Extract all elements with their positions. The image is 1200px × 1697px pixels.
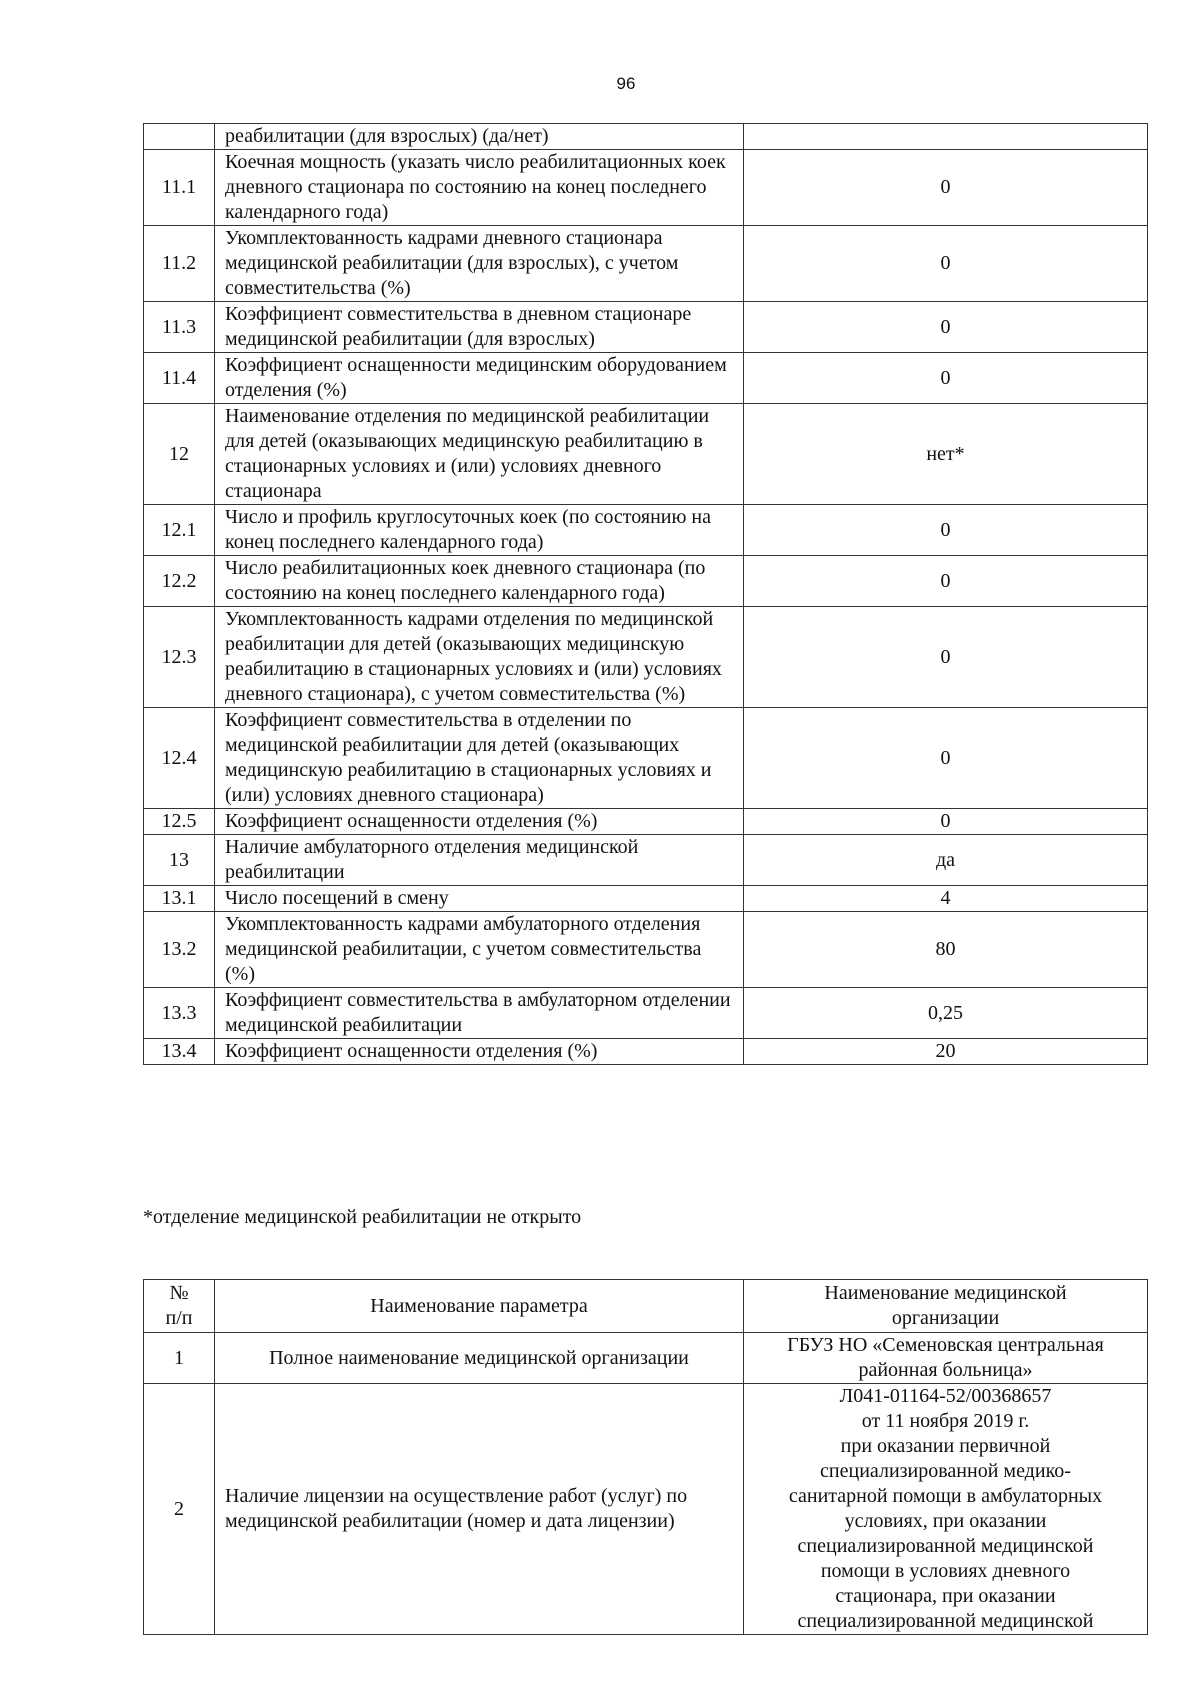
value-cell: нет* <box>744 404 1148 505</box>
table-row <box>144 1333 1148 1384</box>
table-row <box>144 302 1148 353</box>
row-number-cell <box>144 124 215 150</box>
value-line: санитарной помощи в амбулаторных <box>788 1485 1103 1507</box>
value-cell: 20 <box>744 1039 1148 1065</box>
row-number-cell: 1 <box>144 1333 215 1384</box>
value-line: Л041-01164-52/00368657 <box>839 1385 1052 1407</box>
header-number-cell <box>144 1280 215 1333</box>
row-number-cell: 11.4 <box>144 353 215 404</box>
organization-info-table <box>143 1279 1148 1635</box>
table-row <box>144 886 1148 912</box>
value-cell: да <box>744 835 1148 886</box>
header-number-line2: п/п <box>165 1307 193 1329</box>
value-cell <box>744 124 1148 150</box>
row-number-cell: 12.4 <box>144 708 215 809</box>
value-cell: 80 <box>744 912 1148 988</box>
value-cell: 0 <box>744 353 1148 404</box>
value-line: районная больница» <box>858 1359 1033 1381</box>
value-cell: 0,25 <box>744 988 1148 1039</box>
row-number-cell: 13 <box>144 835 215 886</box>
value-line: ГБУЗ НО «Семеновская центральная <box>787 1334 1104 1356</box>
parameter-cell: реабилитации (для взрослых) (да/нет) <box>215 124 744 150</box>
parameter-cell: Число и профиль круглосуточных коек (по состоянию на конец последнего календарного года) <box>215 505 744 556</box>
parameter-cell: Укомплектованность кадрами отделения по медицинской реабилитации для детей (оказывающих медицинскую реабилитацию в стационарных условиях и (или) условиях дневного стационара), с учетом совместительства (%) <box>215 607 744 708</box>
table-row <box>144 1039 1148 1065</box>
row-number-cell: 12.5 <box>144 809 215 835</box>
table-row <box>144 809 1148 835</box>
row-number-cell: 2 <box>144 1384 215 1635</box>
parameter-cell: Коэффициент оснащенности отделения (%) <box>215 1039 744 1065</box>
table-row <box>144 912 1148 988</box>
page-number: 96 <box>616 74 636 93</box>
value-line: стационара, при оказании <box>835 1585 1056 1607</box>
value-cell: 0 <box>744 226 1148 302</box>
value-cell: 0 <box>744 607 1148 708</box>
parameter-cell: Полное наименование медицинской организации <box>215 1333 744 1384</box>
table-row <box>144 607 1148 708</box>
parameter-cell: Коэффициент оснащенности медицинским оборудованием отделения (%) <box>215 353 744 404</box>
parameter-cell: Укомплектованность кадрами амбулаторного отделения медицинской реабилитации, с учетом совместительства (%) <box>215 912 744 988</box>
value-line: специализированной медицинской <box>797 1535 1094 1557</box>
row-number-cell: 13.1 <box>144 886 215 912</box>
footnote: *отделение медицинской реабилитации не открыто <box>143 1206 582 1228</box>
value-cell <box>744 1384 1148 1635</box>
value-line: специализированной медико- <box>820 1460 1071 1482</box>
parameter-cell: Число реабилитационных коек дневного стационара (по состоянию на конец последнего календарного года) <box>215 556 744 607</box>
value-cell: 0 <box>744 809 1148 835</box>
value-line: помощи в условиях дневного <box>820 1560 1071 1582</box>
rehabilitation-parameters-table <box>143 123 1148 1065</box>
parameter-cell: Коэффициент совместительства в амбулаторном отделении медицинской реабилитации <box>215 988 744 1039</box>
table-row <box>144 226 1148 302</box>
value-cell: 0 <box>744 505 1148 556</box>
parameter-cell: Коэффициент совместительства в отделении по медицинской реабилитации для детей (оказывающих медицинскую реабилитацию в стационарных условиях и (или) условиях дневного стационара) <box>215 708 744 809</box>
parameter-cell: Наименование отделения по медицинской реабилитации для детей (оказывающих медицинскую реабилитацию в стационарных условиях и (или) условиях дневного стационара <box>215 404 744 505</box>
row-number-cell: 13.2 <box>144 912 215 988</box>
value-cell: 0 <box>744 302 1148 353</box>
parameter-cell: Укомплектованность кадрами дневного стационара медицинской реабилитации (для взрослых), с учетом совместительства (%) <box>215 226 744 302</box>
header-organization-cell <box>744 1280 1148 1333</box>
table-row <box>144 404 1148 505</box>
parameter-cell: Коечная мощность (указать число реабилитационных коек дневного стационара по состоянию на конец последнего календарного года) <box>215 150 744 226</box>
value-cell <box>744 1333 1148 1384</box>
row-number-cell: 11.1 <box>144 150 215 226</box>
table-row <box>144 988 1148 1039</box>
header-parameter-cell: Наименование параметра <box>215 1280 744 1333</box>
table-row <box>144 708 1148 809</box>
table-body <box>144 1333 1148 1635</box>
header-organization-line1: Наименование медицинской <box>824 1282 1067 1304</box>
value-line: при оказании первичной <box>840 1435 1051 1457</box>
value-cell: 0 <box>744 556 1148 607</box>
table-row <box>144 556 1148 607</box>
row-number-cell: 12.1 <box>144 505 215 556</box>
table-body <box>144 124 1148 1065</box>
row-number-cell: 11.2 <box>144 226 215 302</box>
table-row <box>144 835 1148 886</box>
header-organization-line2: организации <box>891 1307 1000 1329</box>
header-number-line1: № <box>169 1282 189 1304</box>
parameter-cell: Коэффициент оснащенности отделения (%) <box>215 809 744 835</box>
table-row-continuation <box>144 124 1148 150</box>
row-number-cell: 12 <box>144 404 215 505</box>
value-line: специализированной медицинской <box>797 1610 1094 1632</box>
value-cell: 0 <box>744 708 1148 809</box>
table-row <box>144 150 1148 226</box>
value-line: от 11 ноября 2019 г. <box>861 1410 1030 1432</box>
value-cell: 0 <box>744 150 1148 226</box>
table-row <box>144 505 1148 556</box>
table-header-row <box>144 1280 1148 1333</box>
parameter-cell: Число посещений в смену <box>215 886 744 912</box>
row-number-cell: 11.3 <box>144 302 215 353</box>
row-number-cell: 12.3 <box>144 607 215 708</box>
table-row <box>144 353 1148 404</box>
table-row <box>144 1384 1148 1635</box>
row-number-cell: 13.4 <box>144 1039 215 1065</box>
value-line: условиях, при оказании <box>844 1510 1047 1532</box>
parameter-cell: Наличие лицензии на осуществление работ (услуг) по медицинской реабилитации (номер и дата лицензии) <box>215 1384 744 1635</box>
row-number-cell: 12.2 <box>144 556 215 607</box>
value-cell: 4 <box>744 886 1148 912</box>
row-number-cell: 13.3 <box>144 988 215 1039</box>
parameter-cell: Коэффициент совместительства в дневном стационаре медицинской реабилитации (для взрослых) <box>215 302 744 353</box>
parameter-cell: Наличие амбулаторного отделения медицинской реабилитации <box>215 835 744 886</box>
